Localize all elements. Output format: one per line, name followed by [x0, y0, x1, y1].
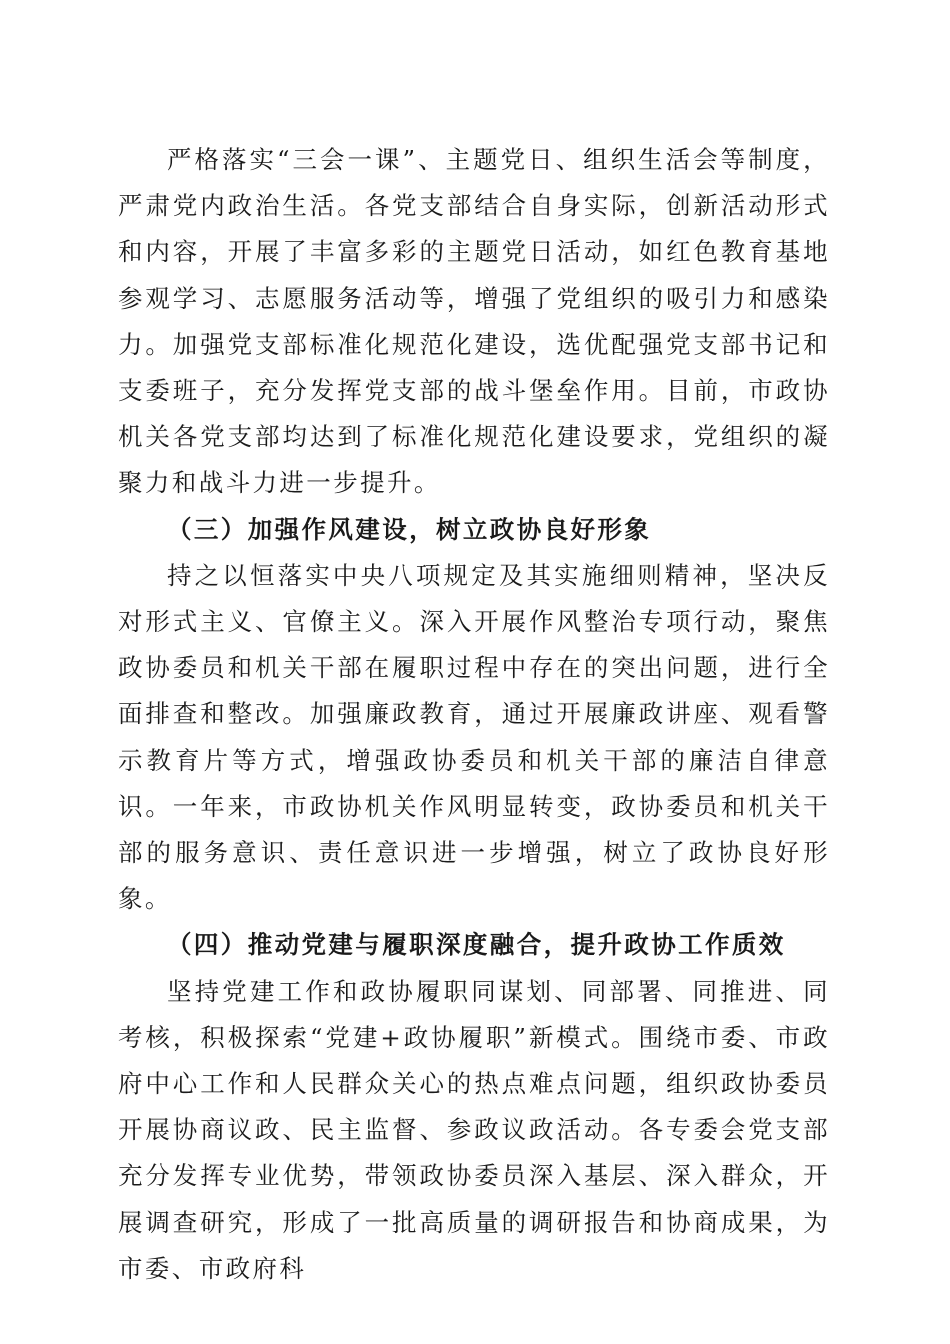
section-heading-4: （四）推动党建与履职深度融合，提升政协工作质效: [167, 930, 786, 960]
paragraph-integration: 坚持党建工作和政协履职同谋划、同部署、同推进、同考核，积极探索“党建+政协履职”新模式。围绕市委、市政府中心工作和人民群众关心的热点难点问题，组织政协委员开展协商议政、民主监督、参政议政活动。各专委会党支部充分发挥专业优势，带领政协委员深入基层、深入群众，开展调查研究，形成了一批高质量的调研报告和协商成果，为市委、市政府科: [118, 976, 830, 1283]
section-heading-3: （三）加强作风建设，树立政协良好形象: [167, 514, 652, 544]
paragraph-work-style: 持之以恒落实中央八项规定及其实施细则精神，坚决反对形式主义、官僚主义。深入开展作风整治专项行动，聚焦政协委员和机关干部在履职过程中存在的突出问题，进行全面排查和整改。加强廉政教育，通过开展廉政讲座、观看警示教育片等方式，增强政协委员和机关干部的廉洁自律意识。一年来，市政协机关作风明显转变，政协委员和机关干部的服务意识、责任意识进一步增强，树立了政协良好形象。: [118, 560, 830, 914]
document-body: [118, 137, 830, 1292]
paragraph-party-life: 严格落实“三会一课”、主题党日、组织生活会等制度，严肃党内政治生活。各党支部结合自身实际，创新活动形式和内容，开展了丰富多彩的主题党日活动，如红色教育基地参观学习、志愿服务活动等，增强了党组织的吸引力和感染力。加强党支部标准化规范化建设，选优配强党支部书记和支委班子，充分发挥党支部的战斗堡垒作用。目前，市政协机关各党支部均达到了标准化规范化建设要求，党组织的凝聚力和战斗力进一步提升。: [118, 145, 830, 498]
